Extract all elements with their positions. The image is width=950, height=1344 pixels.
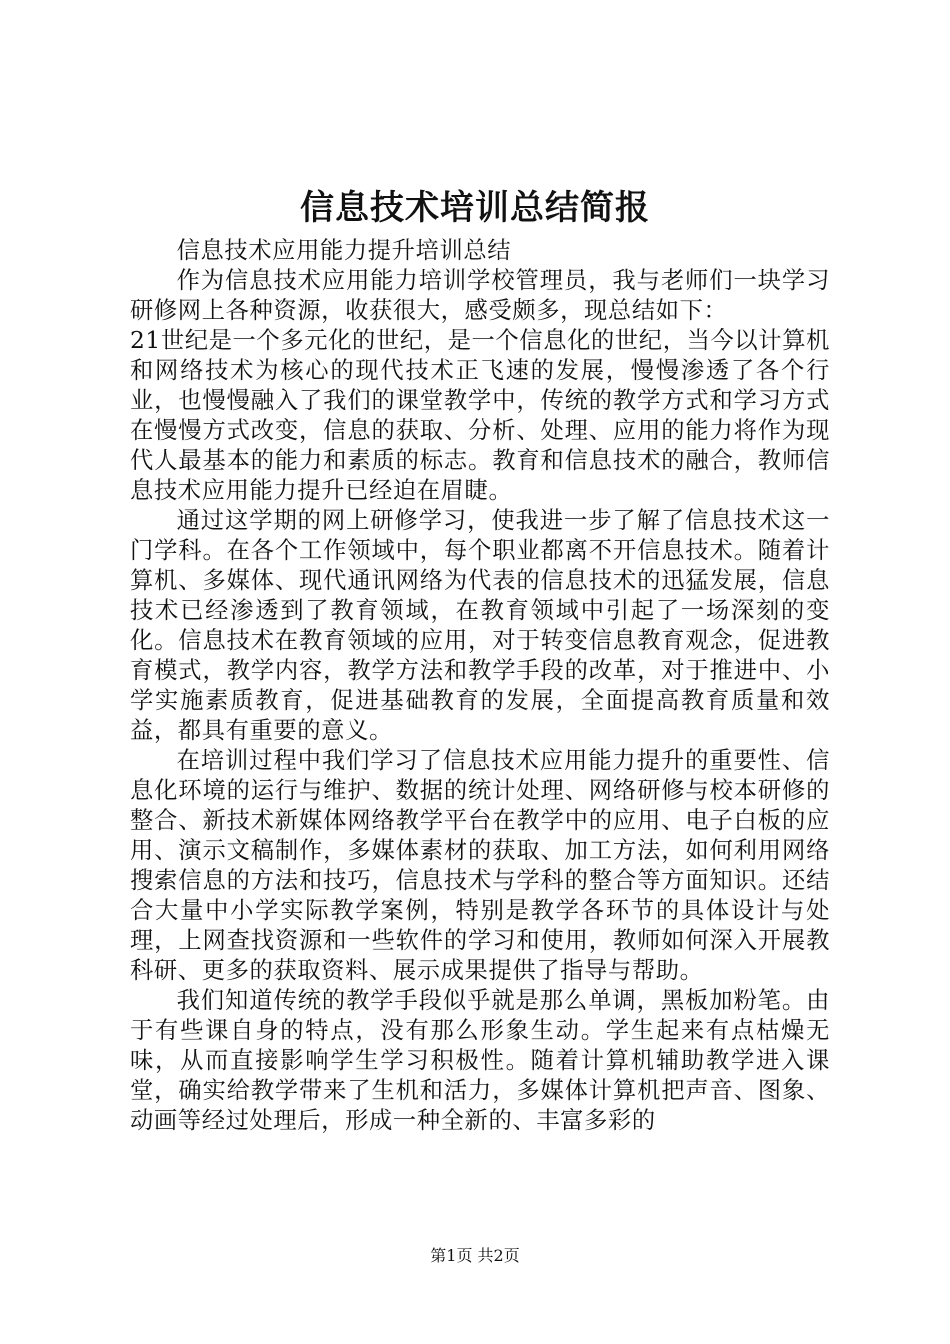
paragraph-training: 在培训过程中我们学习了信息技术应用能力提升的重要性、信息化环境的运行与维护、数据的统计处理、网络研修与校本研修的整合、新技术新媒体网络教学平台在教学中的应用、电子白板的应用、演示文稿制作，多媒体素材的获取、加工方法，如何利用网络搜索信息的方法和技巧，信息技术与学科的整合等方面知识。还结合大量中小学实际教学案例，特别是教学各环节的具体设计与处理，上网查找资源和一些软件的学习和使用，教师如何深入开展教科研、更多的获取资料、展示成果提供了指导与帮助。 [130, 747, 830, 984]
page-number-footer: 第1页 共2页 [430, 1246, 520, 1265]
paragraph-study: 通过这学期的网上研修学习，使我进一步了解了信息技术这一门学科。在各个工作领域中，每个职业都离不开信息技术。随着计算机、多媒体、现代通讯网络为代表的信息技术的迅猛发展，信息技术已经渗透到了教育领域，在教育领域中引起了一场深刻的变化。信息技术在教育领域的应用，对于转变信息教育观念，促进教育模式，教学内容，教学方法和教学手段的改革，对于推进中、小学实施素质教育，促进基础教育的发展，全面提高教育质量和效益，都具有重要的意义。 [130, 507, 830, 744]
document-subtitle: 信息技术应用能力提升培训总结 [176, 237, 512, 264]
document-title: 信息技术培训总结简报 [300, 188, 650, 228]
paragraph-intro: 作为信息技术应用能力培训学校管理员，我与老师们一块学习研修网上各种资源，收获很大，感受颇多，现总结如下： [130, 267, 830, 324]
document-body [130, 236, 830, 1136]
paragraph-era: 21世纪是一个多元化的世纪，是一个信息化的世纪，当今以计算机和网络技术为核心的现代技术正飞速的发展，慢慢渗透了各个行业，也慢慢融入了我们的课堂教学中，传统的教学方式和学习方式在慢慢方式改变，信息的获取、分析、处理、应用的能力将作为现代人最基本的能力和素质的标志。教育和信息技术的融合，教师信息技术应用能力提升已经迫在眉睫。 [130, 327, 830, 504]
paragraph-traditional: 我们知道传统的教学手段似乎就是那么单调，黑板加粉笔。由于有些课自身的特点，没有那么形象生动。学生起来有点枯燥无味，从而直接影响学生学习积极性。随着计算机辅助教学进入课堂，确实给教学带来了生机和活力，多媒体计算机把声音、图象、动画等经过处理后，形成一种全新的、丰富多彩的 [130, 987, 830, 1134]
